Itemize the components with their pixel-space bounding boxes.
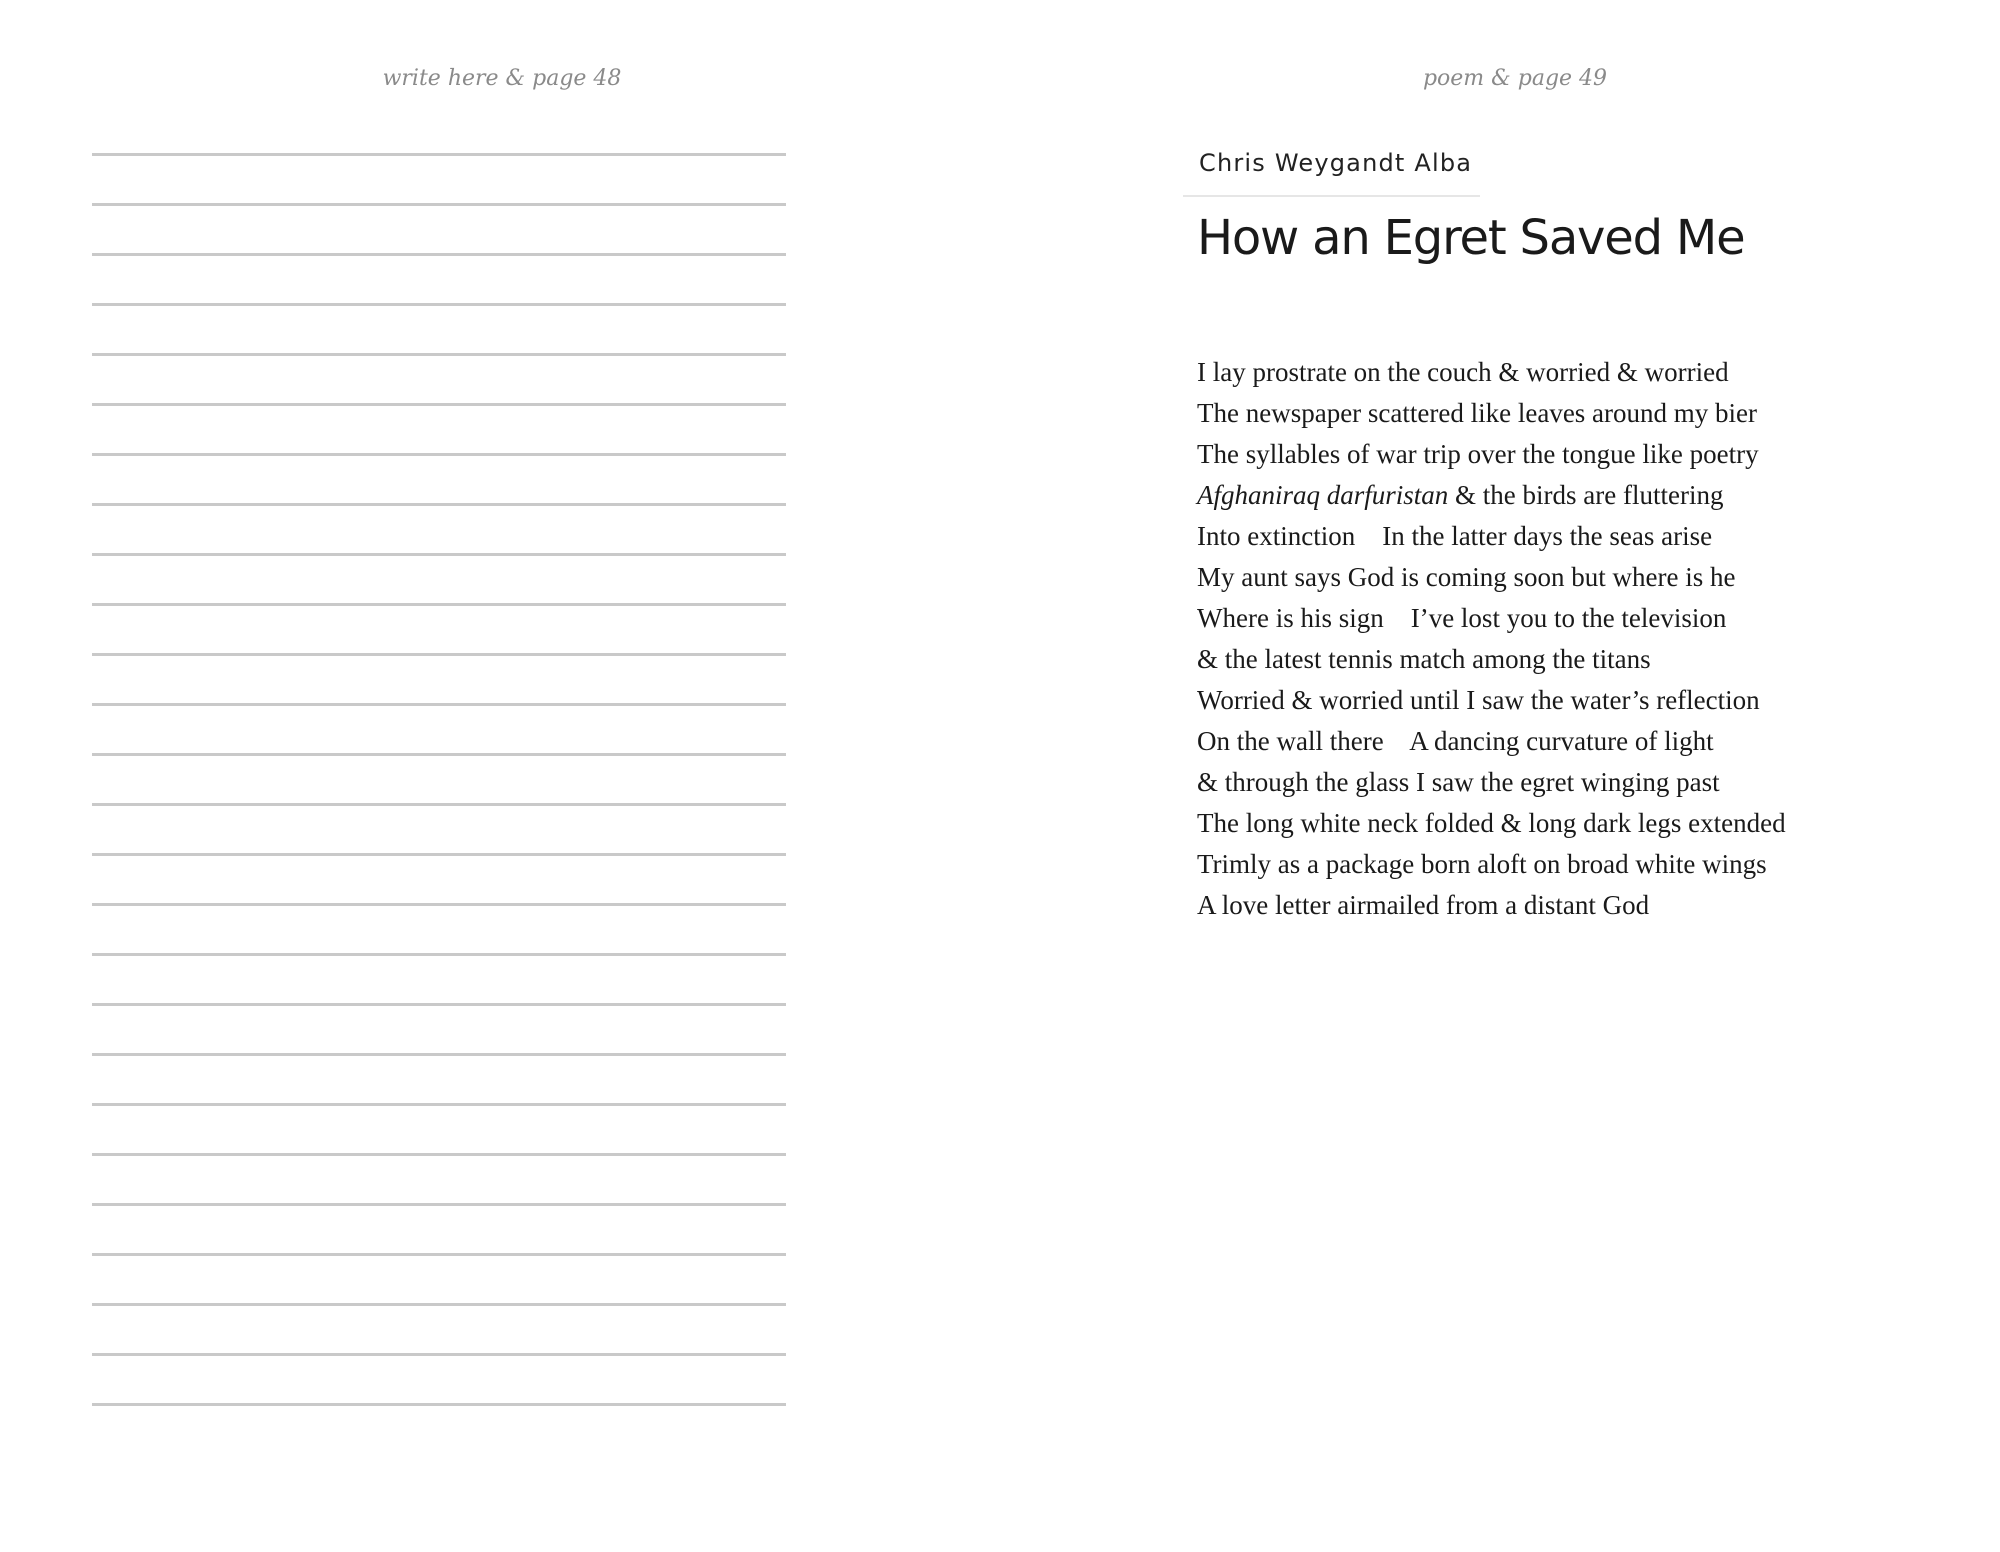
- running-head-left: write here & page 48: [382, 66, 622, 91]
- writing-line: [92, 953, 786, 1003]
- poem-line: [1197, 475, 1786, 516]
- writing-lines: [92, 153, 786, 1453]
- writing-line: [92, 453, 786, 503]
- writing-line: [92, 403, 786, 453]
- poem-line: [1197, 762, 1786, 803]
- poem-line-text: My aunt says God is coming soon but where is he: [1197, 562, 1736, 592]
- writing-line: [92, 1403, 786, 1453]
- poem-line-text: On the wall there A dancing curvature of light: [1197, 726, 1714, 756]
- writing-line: [92, 303, 786, 353]
- poem-line: [1197, 844, 1786, 885]
- poem-line-text: Into extinction In the latter days the seas arise: [1197, 521, 1713, 551]
- writing-line: [92, 1103, 786, 1153]
- poem-line: [1197, 885, 1786, 926]
- writing-line: [92, 1153, 786, 1203]
- poem-line-text: Where is his sign I’ve lost you to the television: [1197, 603, 1727, 633]
- writing-line: [92, 853, 786, 903]
- poem-line-italic: Afghaniraq darfuristan: [1197, 480, 1449, 510]
- poem-line-text: The syllables of war trip over the tongue like poetry: [1197, 439, 1759, 469]
- writing-line: [92, 653, 786, 703]
- poem-line-text: Trimly as a package born aloft on broad white wings: [1197, 849, 1767, 879]
- writing-line: [92, 153, 786, 203]
- poem-line-text: The newspaper scattered like leaves around my bier: [1197, 398, 1758, 428]
- poem-line-text: & through the glass I saw the egret winging past: [1197, 767, 1720, 797]
- writing-line: [92, 1003, 786, 1053]
- poem-line-text: & the birds are fluttering: [1448, 480, 1724, 510]
- poem-line-text: I lay prostrate on the couch & worried & worried: [1197, 357, 1729, 387]
- writing-line: [92, 703, 786, 753]
- writing-line: [92, 803, 786, 853]
- writing-line: [92, 603, 786, 653]
- poem-line: [1197, 803, 1786, 844]
- poem-line: [1197, 639, 1786, 680]
- right-page: [1000, 0, 2000, 1552]
- poem-line: [1197, 393, 1786, 434]
- writing-line: [92, 903, 786, 953]
- running-head-right: poem & page 49: [1422, 66, 1608, 91]
- poem-title: How an Egret Saved Me: [1197, 210, 1745, 266]
- poem-line: [1197, 598, 1786, 639]
- writing-line: [92, 1303, 786, 1353]
- writing-line: [92, 1353, 786, 1403]
- poem-line: [1197, 434, 1786, 475]
- poem-body: [1197, 352, 1786, 926]
- writing-line: [92, 503, 786, 553]
- poem-line-text: & the latest tennis match among the titans: [1197, 644, 1651, 674]
- poem-line-text: The long white neck folded & long dark legs extended: [1197, 808, 1786, 838]
- writing-line: [92, 1053, 786, 1103]
- poem-line: [1197, 557, 1786, 598]
- writing-line: [92, 203, 786, 253]
- poem-line: [1197, 516, 1786, 557]
- poem-line: [1197, 680, 1786, 721]
- writing-line: [92, 753, 786, 803]
- poem-line: [1197, 721, 1786, 762]
- writing-line: [92, 353, 786, 403]
- writing-line: [92, 553, 786, 603]
- author-divider: [1183, 195, 1480, 197]
- writing-line: [92, 1253, 786, 1303]
- writing-line: [92, 253, 786, 303]
- poem-line-text: Worried & worried until I saw the water’s reflection: [1197, 685, 1760, 715]
- writing-line: [92, 1203, 786, 1253]
- poem-author: Chris Weygandt Alba: [1199, 149, 1473, 177]
- poem-line: [1197, 352, 1786, 393]
- poem-line-text: A love letter airmailed from a distant God: [1197, 890, 1650, 920]
